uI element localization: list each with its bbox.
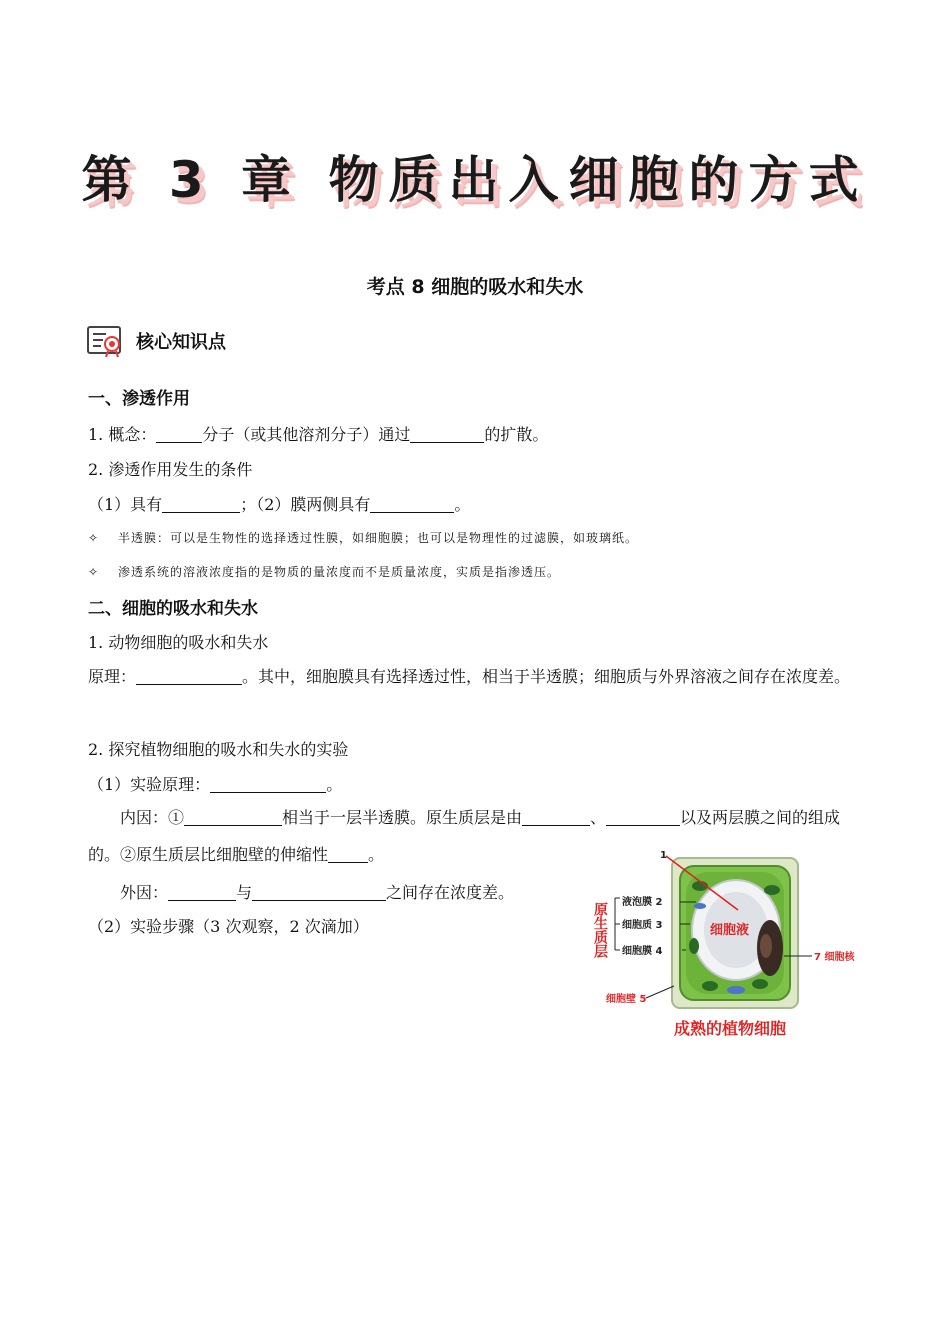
plant-cell-diagram — [586, 848, 866, 1044]
chapter-title: 第 3 章 物质出入细胞的方式 — [81, 151, 869, 209]
label-vacuole-membrane: 液泡膜 2 — [622, 897, 663, 908]
plant-experiment-title: 2. 探究植物细胞的吸水和失水的实验 — [88, 740, 349, 759]
label-cell-sap: 细胞液 — [710, 923, 750, 938]
knowledge-book-icon — [86, 324, 124, 358]
animal-cell-title: 1. 动物细胞的吸水和失水 — [88, 633, 269, 652]
concept-line: 1. 概念： 分子（或其他溶剂分子）通过 的扩散。 — [88, 425, 549, 444]
section1-heading: 一、渗透作用 — [88, 389, 190, 409]
protoplast-label: 原生质层 — [592, 902, 608, 958]
figure-caption: 成熟的植物细胞 — [674, 1019, 787, 1038]
outer-cause-line: 外因： 与 之间存在浓度差。 — [120, 883, 515, 902]
condition-title: 2. 渗透作用发生的条件 — [88, 460, 253, 479]
label-1: 1 — [660, 850, 667, 861]
label-cell-wall: 细胞壁 5 — [606, 994, 647, 1005]
principle-paragraph: 原理： 。其中，细胞膜具有选择透过性，相当于半透膜；细胞质与外界溶液之间存在浓度差。 — [88, 667, 851, 686]
note-concentration: ✧ 渗透系统的溶液浓度指的是物质的量浓度而不是质量浓度，实质是指渗透压。 — [88, 565, 561, 579]
inner-cause-paragraph: 内因：① 相当于一层半透膜。原生质层是由 、 以及两层膜之间的组成的。②原生质层比细胞壁的伸缩性 。 — [88, 808, 841, 864]
note-semipermeable: ✧ 半透膜：可以是生物性的选择透过性膜，如细胞膜；也可以是物理性的过滤膜，如玻璃纸。 — [88, 531, 639, 545]
condition-line: （1）具有 ；（2）膜两侧具有 。 — [88, 495, 471, 514]
label-cytoplasm: 细胞质 3 — [622, 920, 663, 931]
core-knowledge-heading — [86, 324, 226, 358]
core-knowledge-label: 核心知识点 — [136, 332, 226, 353]
label-cell-membrane: 细胞膜 4 — [622, 946, 663, 957]
section2-heading: 二、细胞的吸水和失水 — [88, 599, 258, 619]
experiment-principle-line: （1）实验原理： 。 — [88, 775, 343, 794]
label-nucleus: 7 细胞核 — [814, 952, 855, 963]
experiment-steps: （2）实验步骤（3 次观察，2 次滴加） — [88, 917, 369, 936]
topic-title: 考点 8 细胞的吸水和失水 — [366, 276, 584, 298]
